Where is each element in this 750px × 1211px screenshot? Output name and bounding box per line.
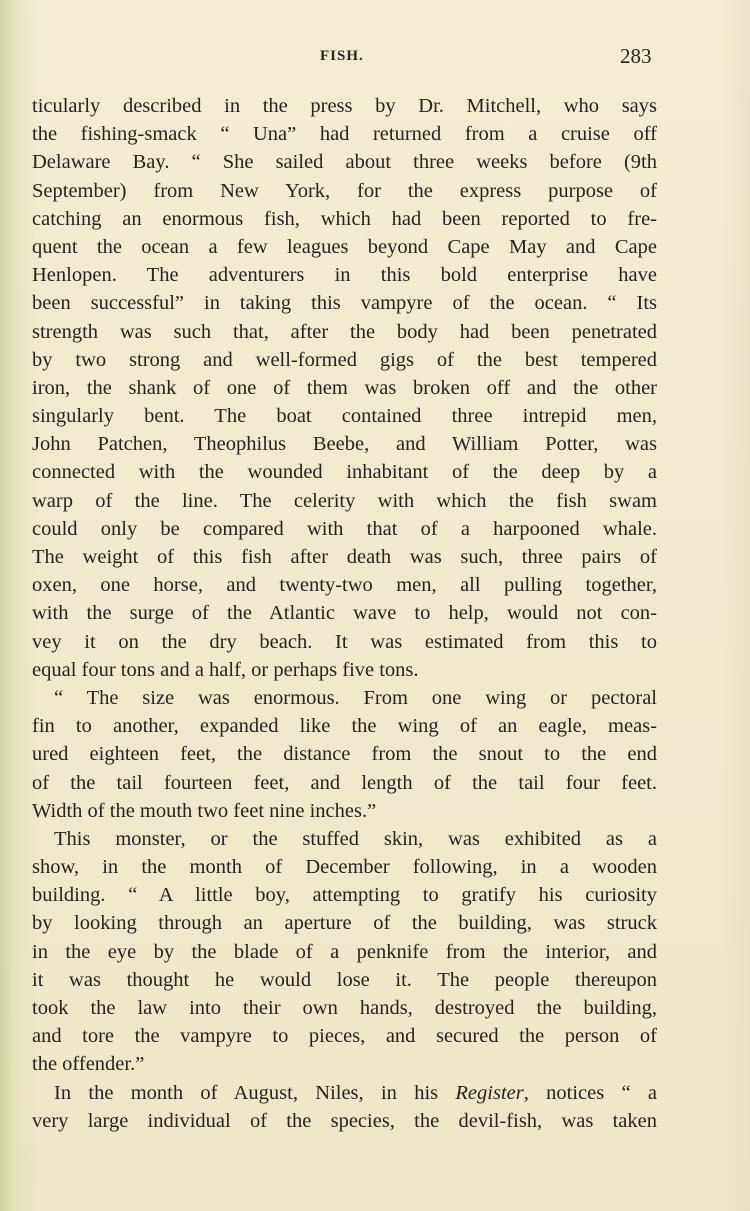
text-line: The weight of this fish after death was such, three pairs of: [32, 546, 657, 568]
text-line: with the surge of the Atlantic wave to help, would not con-: [32, 602, 657, 625]
text-line: in the eye by the blade of a penknife from the interior, and: [32, 940, 657, 963]
text-line: catching an enormous fish, which had been reported to fre-: [32, 207, 657, 230]
text-segment: , notices “ a: [523, 1081, 657, 1104]
text-line: Width of the mouth two feet nine inches.”: [32, 799, 377, 822]
text-line: [32, 1079, 657, 1107]
text-line: Henlopen. The adventurers in this bold enterprise have: [32, 264, 657, 287]
page-number: 283: [620, 44, 652, 68]
text-line: “ The size was enormous. From one wing or pectoral: [54, 686, 657, 709]
text-line: singularly bent. The boat contained three intrepid men,: [32, 405, 657, 428]
body-text: [32, 92, 657, 1135]
text-line: building. “ A little boy, attempting to gratify his curiosity: [32, 884, 657, 907]
italic-title-register: Register: [455, 1081, 524, 1104]
running-head: [0, 46, 750, 70]
text-line: and tore the vampyre to pieces, and secured the person of: [32, 1025, 657, 1048]
text-line: This monster, or the stuffed skin, was exhibited as a: [54, 827, 657, 850]
text-line: it was thought he would lose it. The people thereupon: [32, 968, 657, 991]
text-line: connected with the wounded inhabitant of the deep by a: [32, 461, 657, 484]
text-line: of the tail fourteen feet, and length of the tail four feet.: [32, 771, 657, 794]
text-line: could only be compared with that of a harpooned whale.: [32, 517, 657, 540]
text-line: ticularly described in the press by Dr. Mitchell, who says: [32, 95, 657, 117]
text-line: Delaware Bay. “ She sailed about three weeks before (9th: [32, 151, 657, 174]
text-line: the fishing-smack “ Una” had returned from a cruise off: [32, 123, 657, 146]
text-line: warp of the line. The celerity with which the fish swam: [32, 489, 657, 512]
text-line: been successful” in taking this vampyre of the ocean. “ Its: [32, 292, 657, 315]
text-line: by two strong and well-formed gigs of the best tempered: [32, 348, 657, 371]
text-line: John Patchen, Theophilus Beebe, and William Potter, was: [32, 433, 657, 456]
text-line: show, in the month of December following, in a wooden: [32, 856, 657, 879]
text-line: quent the ocean a few leagues beyond Cape May and Cape: [32, 235, 657, 258]
text-line: took the law into their own hands, destroyed the building,: [32, 997, 657, 1019]
text-segment: In the month of August, Niles, in his: [54, 1081, 456, 1104]
text-line: the offender.”: [32, 1053, 145, 1076]
section-title: FISH.: [320, 48, 364, 64]
text-line: iron, the shank of one of them was broken off and the other: [32, 376, 657, 399]
text-line: vey it on the dry beach. It was estimated from this to: [32, 630, 657, 653]
text-line: strength was such that, after the body had been penetrated: [32, 320, 657, 343]
text-line: equal four tons and a half, or perhaps five tons.: [32, 658, 419, 681]
text-line: oxen, one horse, and twenty-two men, all pulling together,: [32, 574, 657, 597]
text-line: very large individual of the species, the devil-fish, was taken: [32, 1109, 657, 1132]
text-line: by looking through an aperture of the building, was struck: [32, 912, 657, 935]
text-line: September) from New York, for the express purpose of: [32, 179, 657, 202]
text-line: fin to another, expanded like the wing of an eagle, meas-: [32, 715, 657, 738]
text-line: ured eighteen feet, the distance from the snout to the end: [32, 743, 657, 766]
